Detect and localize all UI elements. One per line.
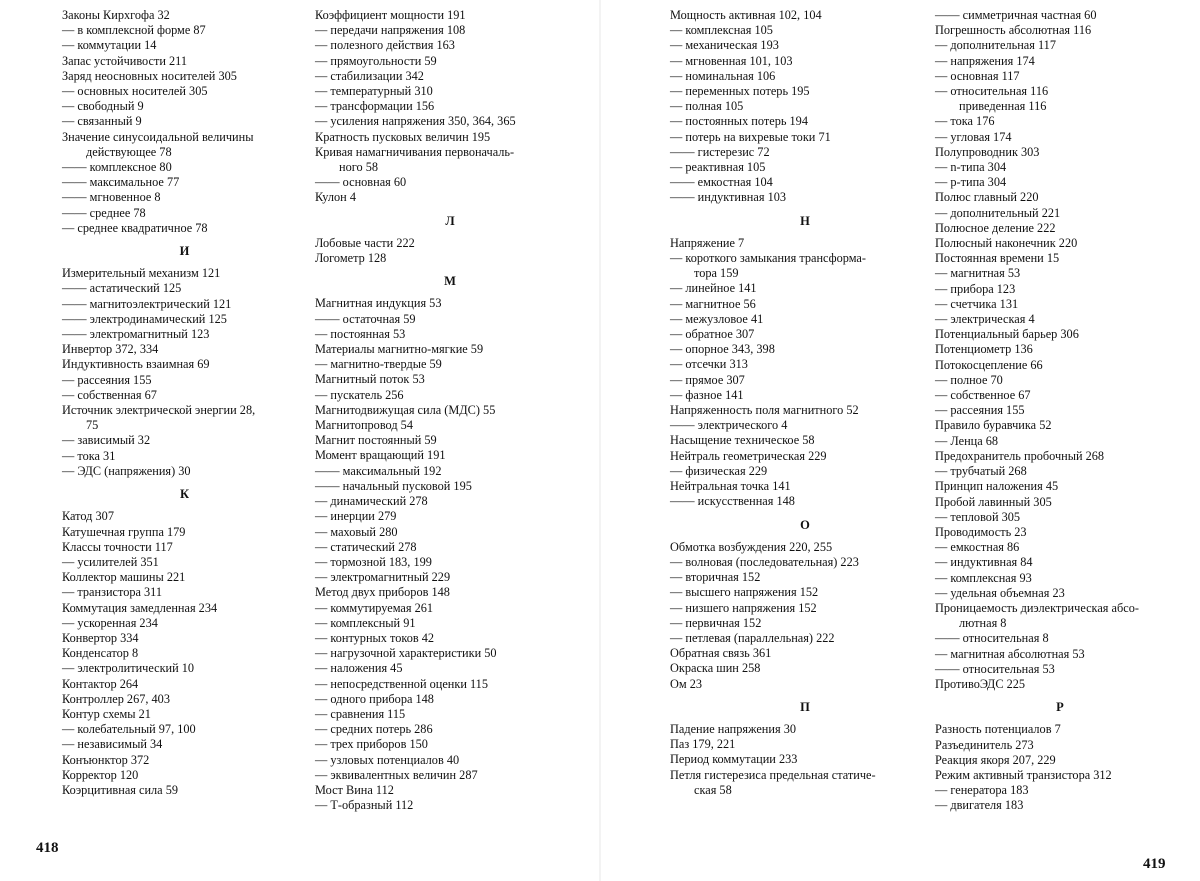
index-entry: — комплексная 105 xyxy=(670,23,773,38)
index-entry: — вторичная 152 xyxy=(670,570,761,585)
index-entry: — наложения 45 xyxy=(315,661,403,676)
index-entry: Конденсатор 8 xyxy=(62,646,139,661)
index-entry: — полезного действия 163 xyxy=(315,38,455,53)
index-entry: — тепловой 305 xyxy=(935,509,1021,524)
index-entry: — переменных потерь 195 xyxy=(670,84,810,99)
index-entry: —— искусственная 148 xyxy=(670,494,795,509)
index-entry: — независимый 34 xyxy=(62,737,163,752)
index-entry: Конъюнктор 372 xyxy=(62,752,150,767)
index-entry: — усилителей 351 xyxy=(62,554,159,569)
index-entry: — механическая 193 xyxy=(670,38,779,53)
index-entry: Постоянная времени 15 xyxy=(935,251,1060,266)
index-entry: —— основная 60 xyxy=(315,175,407,190)
section-letter: К xyxy=(179,487,190,502)
index-entry: —— гистерезис 72 xyxy=(670,144,770,159)
index-entry: Контактор 264 xyxy=(62,676,139,691)
index-entry: —— остаточная 59 xyxy=(315,311,416,326)
index-entry: — постоянная 53 xyxy=(315,326,406,341)
index-entry: — межузловое 41 xyxy=(670,311,764,326)
index-entry: Логометр 128 xyxy=(315,251,387,266)
index-entry: — удельная объемная 23 xyxy=(935,585,1065,600)
index-entry: — транзистора 311 xyxy=(62,585,163,600)
index-entry: Потенциометр 136 xyxy=(935,342,1033,357)
index-entry-continuation: действующее 78 xyxy=(86,144,172,159)
index-entry: Полюсный наконечник 220 xyxy=(935,236,1078,251)
index-entry: Период коммутации 233 xyxy=(670,752,798,767)
index-entry: — электролитический 10 xyxy=(62,661,195,676)
index-column-left-2 xyxy=(315,8,585,813)
index-entry: —— магнитоэлектрический 121 xyxy=(62,296,232,311)
index-entry: — прямое 307 xyxy=(670,372,745,387)
index-entry: — стабилизации 342 xyxy=(315,68,424,83)
index-entry: — тока 176 xyxy=(935,114,995,129)
index-entry: — Т-образный 112 xyxy=(315,798,414,813)
index-entry: Проницаемость диэлектрическая абсо- xyxy=(935,600,1139,615)
index-entry: — генератора 183 xyxy=(935,783,1029,798)
index-entry-continuation: лютная 8 xyxy=(959,616,1007,631)
index-entry: — усиления напряжения 350, 364, 365 xyxy=(315,114,516,129)
index-entry: — короткого замыкания трансформа- xyxy=(670,251,866,266)
section-letter: Н xyxy=(800,213,810,228)
index-entry: — одного прибора 148 xyxy=(315,691,434,706)
section-letter: О xyxy=(800,517,810,532)
index-entry: —— относительная 8 xyxy=(935,631,1049,646)
index-column-left-1 xyxy=(62,8,307,798)
index-entry: Катушечная группа 179 xyxy=(62,524,186,539)
section-letter: И xyxy=(179,244,190,259)
index-entry: Значение синусоидальной величины xyxy=(62,129,254,144)
index-entry: Кулон 4 xyxy=(315,190,356,205)
index-entry: — мгновенная 101, 103 xyxy=(670,53,793,68)
index-entry: Насыщение техническое 58 xyxy=(670,433,815,448)
index-entry: Момент вращающий 191 xyxy=(315,448,446,463)
index-entry: Магнитопровод 54 xyxy=(315,418,413,433)
index-entry: ПротивоЭДС 225 xyxy=(935,676,1026,691)
index-entry: Корректор 120 xyxy=(62,767,139,782)
index-entry: Магнитодвижущая сила (МДС) 55 xyxy=(315,402,496,417)
index-entry: Запас устойчивости 211 xyxy=(62,53,187,68)
index-entry: Измерительный механизм 121 xyxy=(62,266,221,281)
index-entry: — комплексный 91 xyxy=(315,615,416,630)
index-entry: — коммутируемая 261 xyxy=(315,600,434,615)
index-entry: — статический 278 xyxy=(315,539,417,554)
index-entry: — отсечки 313 xyxy=(670,357,748,372)
index-entry: — нагрузочной характеристики 50 xyxy=(315,646,497,661)
index-entry: Классы точности 117 xyxy=(62,539,173,554)
index-entry: Материалы магнитно-мягкие 59 xyxy=(315,342,484,357)
index-entry: — потерь на вихревые токи 71 xyxy=(670,129,831,144)
index-entry: — p-типа 304 xyxy=(935,175,1007,190)
index-entry: — в комплексной форме 87 xyxy=(62,23,206,38)
index-entry: — Ленца 68 xyxy=(935,433,999,448)
index-entry: — обратное 307 xyxy=(670,327,755,342)
index-entry: — температурный 310 xyxy=(315,84,433,99)
index-entry: — прибора 123 xyxy=(935,281,1016,296)
index-entry: Пробой лавинный 305 xyxy=(935,494,1052,509)
page-number-right: 419 xyxy=(1143,856,1166,872)
index-entry: — основных носителей 305 xyxy=(62,84,208,99)
index-entry: — волновая (последовательная) 223 xyxy=(670,554,859,569)
index-entry: Предохранитель пробочный 268 xyxy=(935,448,1105,463)
index-entry: — основная 117 xyxy=(935,68,1020,83)
index-entry: Контур схемы 21 xyxy=(62,706,151,721)
index-entry: Магнитный поток 53 xyxy=(315,372,425,387)
section-letter: М xyxy=(444,274,456,289)
index-entry: — дополнительная 117 xyxy=(935,38,1056,53)
index-entry: Полюсное деление 222 xyxy=(935,220,1056,235)
index-entry: Обмотка возбуждения 220, 255 xyxy=(670,539,833,554)
index-entry: Коэффициент мощности 191 xyxy=(315,8,466,22)
index-entry: —— электромагнитный 123 xyxy=(62,327,210,342)
index-entry: Реакция якоря 207, 229 xyxy=(935,752,1056,767)
index-entry: — полная 105 xyxy=(670,99,744,114)
index-entry: Потенциальный барьер 306 xyxy=(935,327,1079,342)
index-entry: — полное 70 xyxy=(935,372,1003,387)
index-entry: — счетчика 131 xyxy=(935,296,1019,311)
index-entry: — трех приборов 150 xyxy=(315,737,428,752)
index-entry: Катод 307 xyxy=(62,509,114,524)
index-entry: —— емкостная 104 xyxy=(670,175,773,190)
index-entry: Источник электрической энергии 28, xyxy=(62,403,256,418)
index-entry: Ом 23 xyxy=(670,676,703,691)
index-entry: — дополнительный 221 xyxy=(935,205,1061,220)
index-entry: — линейное 141 xyxy=(670,281,757,296)
index-entry: — номинальная 106 xyxy=(670,68,776,83)
index-entry: Магнитная индукция 53 xyxy=(315,296,442,311)
index-column-right-2 xyxy=(935,8,1185,814)
index-entry: Петля гистерезиса предельная статиче- xyxy=(670,767,876,782)
index-entry: —— комплексное 80 xyxy=(62,160,172,175)
index-entry: Режим активный транзистора 312 xyxy=(935,767,1112,782)
index-entry: —— индуктивная 103 xyxy=(670,190,787,205)
index-entry: — ускоренная 234 xyxy=(62,615,158,630)
index-entry: Нейтраль геометрическая 229 xyxy=(670,448,827,463)
index-entry: Нейтральная точка 141 xyxy=(670,479,791,494)
index-entry: — непосредственной оценки 115 xyxy=(315,676,488,691)
page-number-left: 418 xyxy=(36,840,59,856)
index-entry: Законы Кирхгофа 32 xyxy=(62,8,170,22)
index-entry: — тока 31 xyxy=(62,448,116,463)
index-entry: — узловых потенциалов 40 xyxy=(315,752,460,767)
index-entry: — тормозной 183, 199 xyxy=(315,554,432,569)
index-entry: — низшего напряжения 152 xyxy=(670,600,817,615)
index-entry: Кривая намагничивания первоначаль- xyxy=(315,144,515,159)
index-entry: — магнитное 56 xyxy=(670,296,756,311)
index-entry: —— симметричная частная 60 xyxy=(935,8,1097,22)
index-entry: — эквивалентных величин 287 xyxy=(315,767,478,782)
index-entry: — прямоугольности 59 xyxy=(315,53,437,68)
index-entry: — пускатель 256 xyxy=(315,387,404,402)
index-entry: — средних потерь 286 xyxy=(315,722,433,737)
index-entry: — связанный 9 xyxy=(62,114,142,129)
index-entry: Проводимость 23 xyxy=(935,524,1027,539)
index-entry: — электромагнитный 229 xyxy=(315,570,451,585)
index-entry: —— относительная 53 xyxy=(935,661,1055,676)
index-entry: — электрическая 4 xyxy=(935,312,1035,327)
index-entry: — первичная 152 xyxy=(670,615,762,630)
index-entry: Разъединитель 273 xyxy=(935,737,1034,752)
index-entry: Напряженность поля магнитного 52 xyxy=(670,403,859,418)
section-letter: Р xyxy=(1056,700,1064,715)
index-entry: — сравнения 115 xyxy=(315,706,406,721)
index-entry: Магнит постоянный 59 xyxy=(315,433,437,448)
index-entry: — рассеяния 155 xyxy=(62,372,152,387)
index-entry: — опорное 343, 398 xyxy=(670,342,775,357)
right-page xyxy=(600,0,1200,881)
index-entry: — зависимый 32 xyxy=(62,433,151,448)
index-entry: Контроллер 267, 403 xyxy=(62,691,170,706)
index-entry: Напряжение 7 xyxy=(670,235,745,250)
index-entry: —— мгновенное 8 xyxy=(62,190,161,205)
index-entry: — петлевая (параллельная) 222 xyxy=(670,630,835,645)
index-entry-continuation: ская 58 xyxy=(694,782,732,797)
index-entry: Принцип наложения 45 xyxy=(935,479,1059,494)
index-entry: Лобовые части 222 xyxy=(315,235,415,250)
index-entry: — собственное 67 xyxy=(935,388,1031,403)
index-entry: —— электрического 4 xyxy=(670,418,788,433)
index-entry: — инерции 279 xyxy=(315,509,397,524)
index-entry: Коллектор машины 221 xyxy=(62,570,186,585)
index-entry: — магнитная 53 xyxy=(935,266,1021,281)
index-entry: Полюс главный 220 xyxy=(935,190,1039,205)
index-entry: — среднее квадратичное 78 xyxy=(62,220,208,235)
index-entry: — маховый 280 xyxy=(315,524,398,539)
index-entry-continuation: приведенная 116 xyxy=(959,99,1047,114)
index-entry: Правило буравчика 52 xyxy=(935,418,1052,433)
index-entry: Паз 179, 221 xyxy=(670,737,736,752)
index-entry: — относительная 116 xyxy=(935,84,1049,99)
index-entry: —— максимальный 192 xyxy=(315,463,442,478)
section-letter: П xyxy=(800,699,810,714)
index-entry: —— начальный пусковой 195 xyxy=(315,478,472,493)
index-entry: — передачи напряжения 108 xyxy=(315,23,466,38)
index-entry: Инвертор 372, 334 xyxy=(62,342,159,357)
index-entry: Полупроводник 303 xyxy=(935,144,1040,159)
index-column-right-1 xyxy=(670,8,940,798)
index-entry: Обратная связь 361 xyxy=(670,646,772,661)
index-entry: — рассеяния 155 xyxy=(935,403,1025,418)
index-entry: — фазное 141 xyxy=(670,387,744,402)
index-entry: — высшего напряжения 152 xyxy=(670,585,819,600)
index-entry: — постоянных потерь 194 xyxy=(670,114,808,129)
index-entry: — собственная 67 xyxy=(62,387,157,402)
index-entry: —— среднее 78 xyxy=(62,205,146,220)
index-entry: — угловая 174 xyxy=(935,129,1012,144)
index-entry: Заряд неосновных носителей 305 xyxy=(62,68,237,83)
index-entry: —— электродинамический 125 xyxy=(62,311,227,326)
index-entry: — коммутации 14 xyxy=(62,38,157,53)
index-entry: Индуктивность взаимная 69 xyxy=(62,357,210,372)
index-entry: — напряжения 174 xyxy=(935,53,1035,68)
index-entry: Потокосцепление 66 xyxy=(935,357,1043,372)
index-entry: — динамический 278 xyxy=(315,494,428,509)
index-entry: Мощность активная 102, 104 xyxy=(670,8,822,22)
index-entry: — контурных токов 42 xyxy=(315,630,435,645)
index-entry: Падение напряжения 30 xyxy=(670,721,796,736)
index-entry: — трубчатый 268 xyxy=(935,464,1027,479)
index-entry: — колебательный 97, 100 xyxy=(62,722,196,737)
index-entry: Конвертор 334 xyxy=(62,630,139,645)
index-entry: Кратность пусковых величин 195 xyxy=(315,129,491,144)
index-entry: — индуктивная 84 xyxy=(935,555,1033,570)
index-entry: —— астатический 125 xyxy=(62,281,182,296)
index-entry-continuation: тора 159 xyxy=(694,266,739,281)
index-entry: — комплексная 93 xyxy=(935,570,1032,585)
section-letter: Л xyxy=(445,213,455,228)
index-entry: — двигателя 183 xyxy=(935,798,1024,813)
index-entry: — магнитно-твердые 59 xyxy=(315,357,442,372)
index-entry: Разность потенциалов 7 xyxy=(935,722,1061,737)
index-entry: — ЭДС (напряжения) 30 xyxy=(62,463,191,478)
index-entry-continuation: 75 xyxy=(86,418,99,433)
index-entry: —— максимальное 77 xyxy=(62,175,180,190)
index-entry: — магнитная абсолютная 53 xyxy=(935,646,1085,661)
index-entry: Коммутация замедленная 234 xyxy=(62,600,218,615)
index-entry: Погрешность абсолютная 116 xyxy=(935,23,1092,38)
index-entry: — физическая 229 xyxy=(670,463,768,478)
index-entry: — n-типа 304 xyxy=(935,160,1007,175)
index-entry-continuation: ного 58 xyxy=(339,160,378,175)
index-entry: — трансформации 156 xyxy=(315,99,435,114)
index-entry: — свободный 9 xyxy=(62,99,144,114)
index-entry: — реактивная 105 xyxy=(670,160,766,175)
index-entry: Мост Вина 112 xyxy=(315,782,394,797)
index-entry: — емкостная 86 xyxy=(935,540,1020,555)
index-entry: Окраска шин 258 xyxy=(670,661,761,676)
index-entry: Метод двух приборов 148 xyxy=(315,585,450,600)
index-entry: Коэрцитивная сила 59 xyxy=(62,782,179,797)
